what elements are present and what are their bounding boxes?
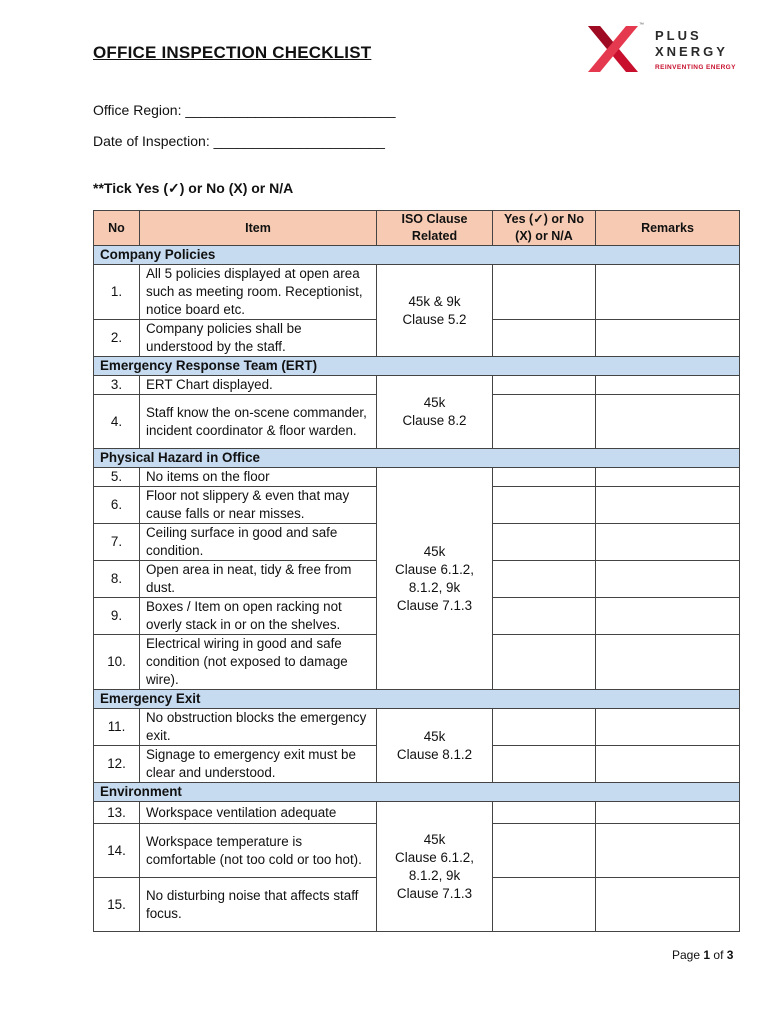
header-no: No [94, 211, 140, 246]
item-description: Signage to emergency exit must be clear and understood. [140, 746, 377, 783]
section-row [94, 449, 740, 468]
item-number: 10. [94, 635, 140, 690]
item-description: Open area in neat, tidy & free from dust. [140, 561, 377, 598]
remarks-cell[interactable] [596, 265, 740, 320]
remarks-cell[interactable] [596, 395, 740, 449]
item-number: 7. [94, 524, 140, 561]
item-number: 14. [94, 824, 140, 878]
item-number: 15. [94, 878, 140, 932]
yes-no-cell[interactable] [493, 746, 596, 783]
item-description: Company policies shall be understood by the staff. [140, 320, 377, 357]
item-number: 6. [94, 487, 140, 524]
yes-no-cell[interactable] [493, 635, 596, 690]
yes-no-cell[interactable] [493, 802, 596, 824]
remarks-cell[interactable] [596, 487, 740, 524]
yes-no-cell[interactable] [493, 487, 596, 524]
date-of-inspection-field[interactable]: Date of Inspection: ______________________ [93, 133, 385, 149]
header-yes-no: Yes (✓) or No (X) or N/A [493, 211, 596, 246]
logo-tagline: REINVENTING ENERGY [655, 64, 736, 71]
remarks-cell[interactable] [596, 598, 740, 635]
remarks-cell[interactable] [596, 524, 740, 561]
remarks-cell[interactable] [596, 320, 740, 357]
item-number: 1. [94, 265, 140, 320]
section-title: Company Policies [94, 246, 740, 265]
item-description: All 5 policies displayed at open area such as meeting room. Receptionist, notice board etc. [140, 265, 377, 320]
remarks-cell[interactable] [596, 746, 740, 783]
x-mark-icon [586, 22, 642, 78]
item-description: Electrical wiring in good and safe condition (not exposed to damage wire). [140, 635, 377, 690]
page-title: OFFICE INSPECTION CHECKLIST [93, 43, 372, 62]
item-description: Floor not slippery & even that may cause falls or near misses. [140, 487, 377, 524]
yes-no-cell[interactable] [493, 524, 596, 561]
remarks-cell[interactable] [596, 824, 740, 878]
item-description: Staff know the on-scene commander, incident coordinator & floor warden. [140, 395, 377, 449]
remarks-cell[interactable] [596, 635, 740, 690]
iso-clause: 45k & 9k Clause 5.2 [377, 265, 493, 357]
office-region-field[interactable]: Office Region: ___________________________ [93, 102, 396, 118]
section-title: Emergency Exit [94, 690, 740, 709]
remarks-cell[interactable] [596, 878, 740, 932]
remarks-cell[interactable] [596, 468, 740, 487]
trademark-mark: ™ [639, 22, 644, 28]
yes-no-cell[interactable] [493, 395, 596, 449]
item-number: 13. [94, 802, 140, 824]
item-description: Boxes / Item on open racking not overly stack in or on the shelves. [140, 598, 377, 635]
header-iso-clause: ISO Clause Related [377, 211, 493, 246]
page-number: Page 1 of 3 [672, 948, 734, 962]
iso-clause: 45k Clause 6.1.2, 8.1.2, 9k Clause 7.1.3 [377, 802, 493, 932]
header-item: Item [140, 211, 377, 246]
item-description: Workspace temperature is comfortable (not too cold or too hot). [140, 824, 377, 878]
item-number: 4. [94, 395, 140, 449]
yes-no-cell[interactable] [493, 598, 596, 635]
item-description: No disturbing noise that affects staff focus. [140, 878, 377, 932]
section-title: Environment [94, 783, 740, 802]
header-remarks: Remarks [596, 211, 740, 246]
remarks-cell[interactable] [596, 802, 740, 824]
company-logo [586, 22, 746, 80]
checklist-table [93, 210, 740, 932]
item-number: 9. [94, 598, 140, 635]
iso-clause: 45k Clause 8.2 [377, 376, 493, 449]
logo-line-2: XNERGY [655, 44, 728, 59]
table-row [94, 709, 740, 746]
remarks-cell[interactable] [596, 561, 740, 598]
table-row [94, 802, 740, 824]
section-title: Physical Hazard in Office [94, 449, 740, 468]
yes-no-cell[interactable] [493, 709, 596, 746]
yes-no-cell[interactable] [493, 265, 596, 320]
table-row [94, 265, 740, 320]
tick-instruction: **Tick Yes (✓) or No (X) or N/A [93, 180, 294, 196]
table-row [94, 376, 740, 395]
iso-clause: 45k Clause 6.1.2, 8.1.2, 9k Clause 7.1.3 [377, 468, 493, 690]
yes-no-cell[interactable] [493, 376, 596, 395]
item-number: 11. [94, 709, 140, 746]
remarks-cell[interactable] [596, 376, 740, 395]
section-row [94, 783, 740, 802]
item-description: Ceiling surface in good and safe condition. [140, 524, 377, 561]
section-row [94, 690, 740, 709]
item-description: No obstruction blocks the emergency exit. [140, 709, 377, 746]
logo-line-1: PLUS [655, 28, 702, 43]
item-description: Workspace ventilation adequate [140, 802, 377, 824]
item-number: 2. [94, 320, 140, 357]
item-number: 12. [94, 746, 140, 783]
section-row [94, 246, 740, 265]
item-description: ERT Chart displayed. [140, 376, 377, 395]
yes-no-cell[interactable] [493, 320, 596, 357]
remarks-cell[interactable] [596, 709, 740, 746]
section-row [94, 357, 740, 376]
iso-clause: 45k Clause 8.1.2 [377, 709, 493, 783]
table-row [94, 468, 740, 487]
yes-no-cell[interactable] [493, 824, 596, 878]
section-title: Emergency Response Team (ERT) [94, 357, 740, 376]
yes-no-cell[interactable] [493, 468, 596, 487]
yes-no-cell[interactable] [493, 878, 596, 932]
item-number: 5. [94, 468, 140, 487]
item-description: No items on the floor [140, 468, 377, 487]
yes-no-cell[interactable] [493, 561, 596, 598]
item-number: 3. [94, 376, 140, 395]
item-number: 8. [94, 561, 140, 598]
